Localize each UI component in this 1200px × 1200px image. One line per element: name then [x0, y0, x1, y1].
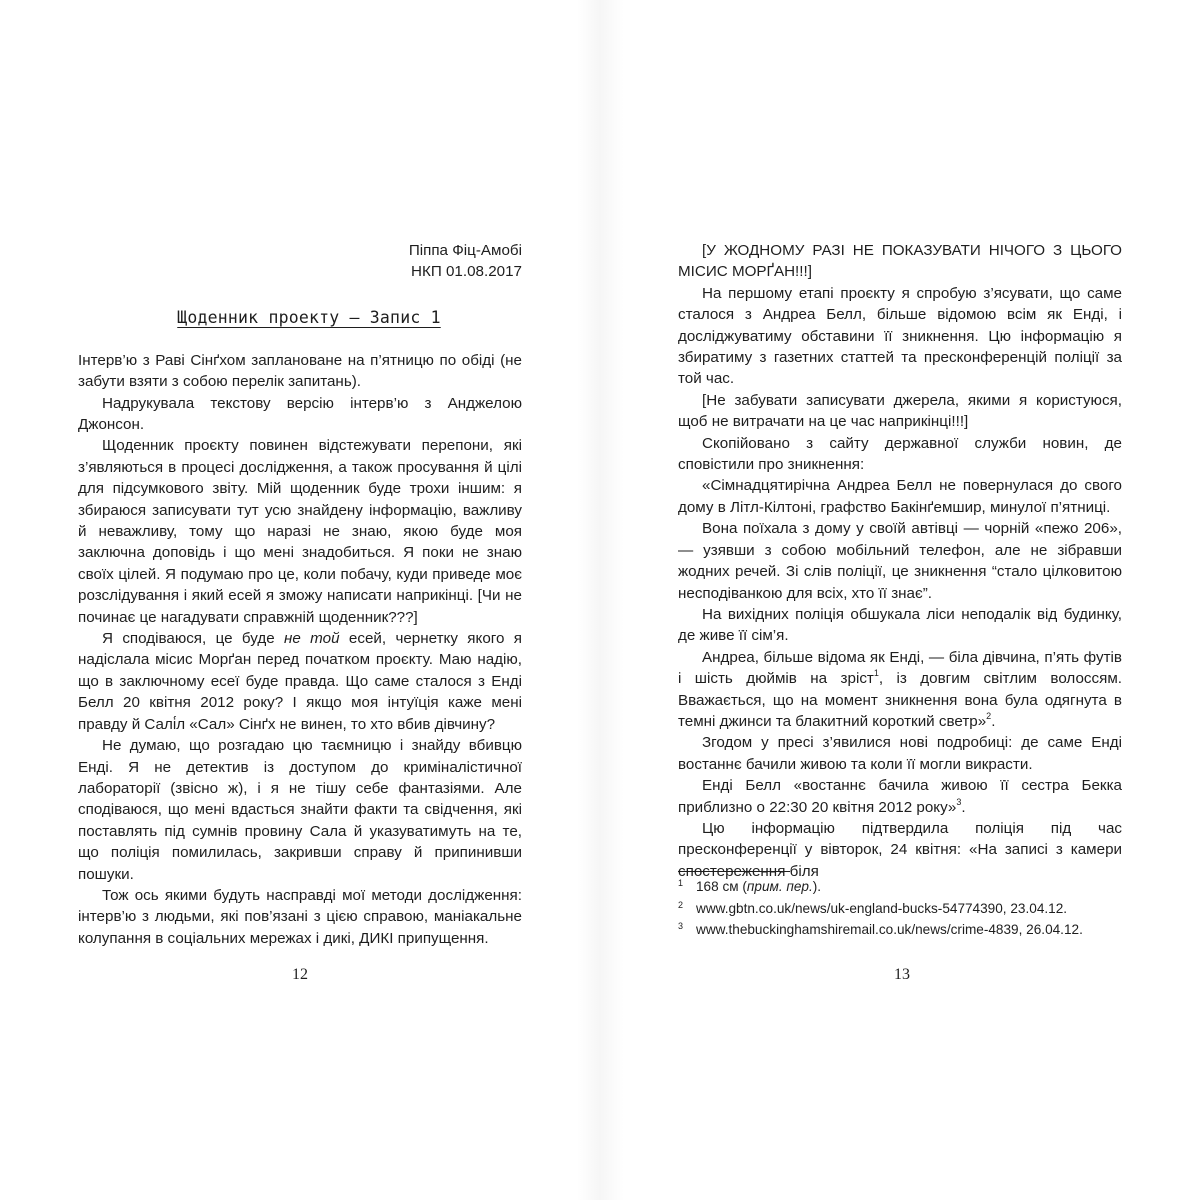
paragraph: [У ЖОДНОМУ РАЗІ НЕ ПОКАЗУВАТИ НІЧОГО З ЦЬОГО МІСИС МОРҐАН!!!]	[678, 242, 1122, 281]
right-page-text	[678, 240, 1122, 882]
paragraph: Інтерв’ю з Раві Сінґхом заплановане на п’ятницю по обіді (не забути взяти з собою перелік запитань).	[78, 351, 522, 391]
paragraph: Надрукувала текстову версію інтерв’ю з Анджелою Джонсон.	[78, 394, 522, 433]
paragraph-text: Я сподіваюся, це буде	[102, 630, 285, 648]
paragraph: Щоденник проєкту повинен відстежувати перепони, які з’являються в процесі дослідження, а також просування й цілі для підсумкового звіту. Мій щоденник буде трохи іншим: я збираюся записувати тут усю знайдену інформацію, важливу й неважливу, тому що наразі не знаю, якою буде моя заключна доповідь і що мені знадобиться. Я поки не знаю своїх цілей. Я подумаю про це, коли побачу, куди приведе моє розслідування і який есей я зможу написати наприкінці. [Чи не починає це нагадувати справжній щоденник???]	[78, 437, 522, 626]
footnote-marker: 2	[986, 710, 992, 721]
footnote-number: 1	[678, 878, 684, 888]
paragraph: [Не забувати записувати джерела, якими я користуюся, щоб не витрачати на це час наприкінці!!!]	[678, 391, 1122, 431]
paragraph	[678, 647, 1122, 733]
footnote-marker: 1	[873, 668, 879, 679]
paragraph: Згодом у пресі з’явилися нові подробиці: де саме Енді востаннє бачили живою та коли її могли викрасти.	[678, 734, 1122, 773]
project-code: НКП 01.08.2017	[411, 263, 522, 281]
footnotes	[678, 876, 1122, 941]
paragraph	[78, 628, 522, 735]
footnote-marker: 3	[956, 796, 962, 807]
paragraph-text: , із довгим світлим волоссям. Вважається, що на момент зникнення вона була одягнута в темні джинси та блакитний короткий светр»	[678, 670, 1122, 730]
footnote-divider	[678, 871, 790, 872]
footnote-text: www.gbtn.co.uk/news/uk-england-bucks-54774390, 23.04.12.	[696, 900, 1068, 916]
paragraph-text: .	[961, 798, 966, 816]
paragraph: «Сімнадцятирічна Андреа Белл не повернулася до свого дому в Літл-Кілтоні, графство Бакінґемшир, минулої п’ятниці.	[678, 477, 1122, 516]
paragraph: На вихідних поліція обшукала ліси неподалік від будинку, де живе її сім’я.	[678, 605, 1122, 645]
paragraph: Цю інформацію підтвердила поліція під час пресконференції у вівторок, 24 квітня: «На записі з камери спостереження біля	[678, 819, 1122, 880]
footnote-number: 2	[678, 899, 684, 910]
paragraph: Тож ось якими будуть насправді мої методи дослідження: інтерв’ю з людьми, які пов’язані з цією справою, маніакальне колупання в соціальних мережах і дикі, ДИКІ припущення.	[78, 886, 522, 947]
paragraph: Скопійовано з сайту державної служби новин, де сповістили про зникнення:	[678, 434, 1122, 474]
page-number-right: 13	[894, 966, 910, 983]
paragraph: Не думаю, що розгадаю цю таємницю і знайду вбивцю Енді. Я не детектив із доступом до криміналістичної лабораторії (звісно ж), і я не тішу себе фантазіями. Але сподіваюся, що мені вдасться знайти факти та свідчення, які поставлять під сумнів провину Сала й указуватимуть на те, що поліція помилилась, закривши справу й припинивши пошуки.	[78, 737, 522, 883]
footnote-text: 168 см (	[696, 879, 747, 894]
footnote-number: 3	[678, 921, 684, 932]
paragraph-text: Енді Белл «востаннє бачила живою її сестра Бекка приблизно о 22:30 20 квітня 2012 року»	[678, 777, 1122, 816]
paragraph: На першому етапі проєкту я спробую з’ясувати, що саме сталося з Андреа Белл, більше відомою всім як Енді, і досліджуватиму обставини її зникнення. Цю інформацію я збиратиму з газетних статтей та пресконференцій поліції за той час.	[678, 284, 1122, 388]
paragraph-text: .	[991, 712, 996, 730]
paragraph-text: Андреа, більше відома як Енді, — біла дівчина, п’ять футів і шість дюймів на зріст	[678, 648, 1122, 688]
gutter-shadow-left	[576, 0, 600, 1200]
footnote	[678, 876, 1122, 898]
footnote-emphasis: прим. пер.	[746, 879, 813, 894]
paragraph: Вона поїхала з дому у своїй автівці — чорній «пежо 206», — узявши з собою мобільний телефон, але не зібравши жодних речей. Зі слів поліції, це зникнення “стало цілковитою несподіванкою для всіх, хто її знає”.	[678, 520, 1122, 602]
footnote	[678, 919, 1122, 941]
page-number-left: 12	[292, 966, 308, 983]
gutter-shadow-right	[600, 0, 624, 1200]
author-name: Піппа Фіц-Амобі	[408, 242, 522, 259]
footnote	[678, 898, 1122, 920]
entry-title: Щоденник проекту — Запис 1	[177, 307, 441, 327]
emphasis-text: не той	[284, 630, 340, 648]
left-page-text	[78, 240, 522, 949]
paragraph	[678, 775, 1122, 818]
footnote-text: ).	[812, 879, 822, 894]
paragraph-text: есей, чернетку якого я надіслала місис Морґан перед початком проєкту. Маю надію, що в заключному есеї буде правда. Що саме сталося з Енді Белл 20 квітня 2012 року? І якщо моя інтуїція каже мені правду й Салі́л «Сал» Сінґх не винен, то хто вбив дівчину?	[78, 630, 522, 733]
footnote-text: www.thebuckinghamshiremail.co.uk/news/crime-4839, 26.04.12.	[696, 922, 1083, 938]
